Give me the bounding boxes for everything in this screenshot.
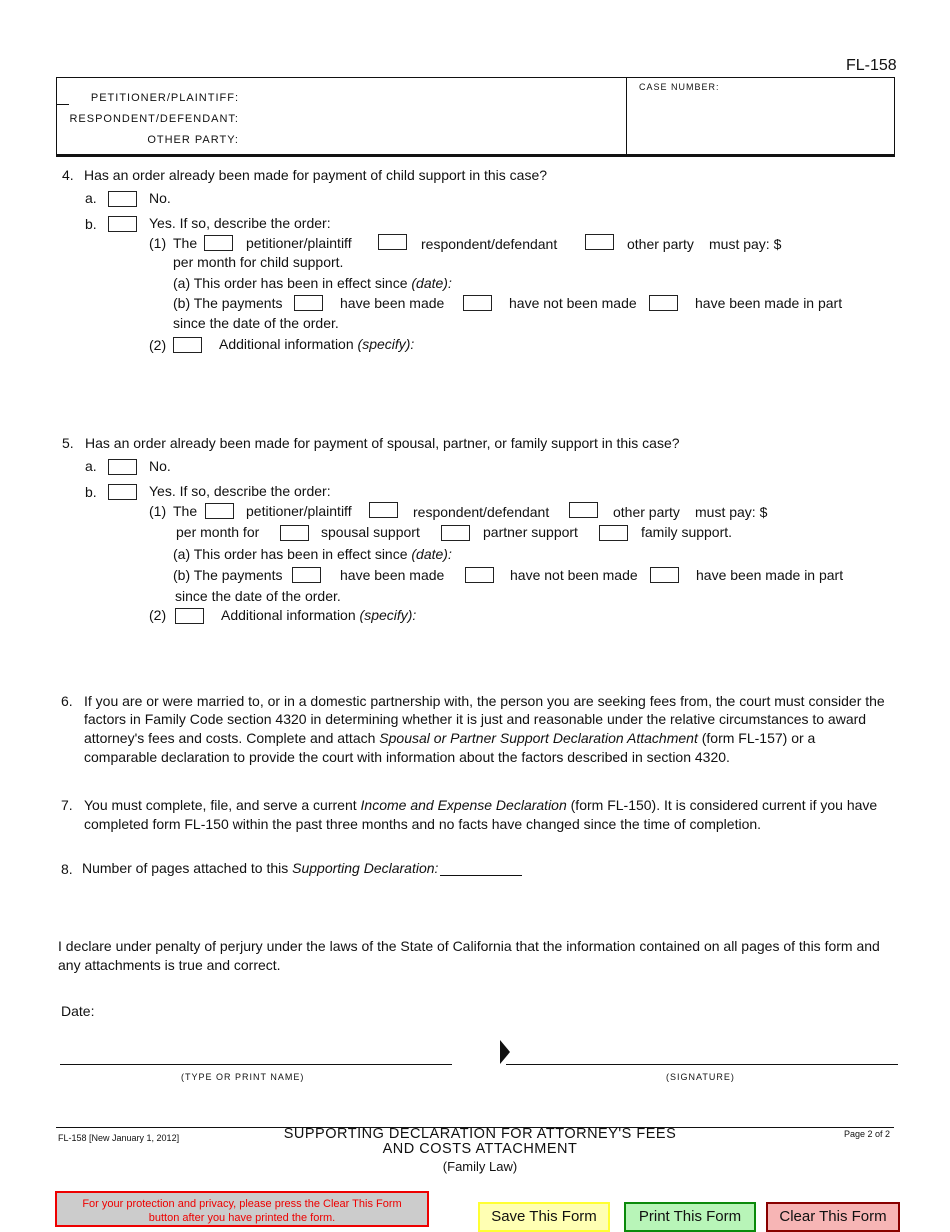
q4-not-made-checkbox[interactable] — [463, 295, 492, 311]
text: have not been made — [510, 567, 638, 583]
q5-made-checkbox[interactable] — [292, 567, 321, 583]
print-form-button[interactable]: Print This Form — [624, 1202, 756, 1232]
item-number: 5. — [62, 435, 74, 451]
sub-number: (2) — [149, 337, 167, 353]
text: (a) This order has been in effect since — [173, 546, 408, 562]
text: partner support — [483, 524, 578, 540]
text: comparable declaration to provide the court with information about the factors described in section 4320. — [84, 749, 730, 765]
sub-number: (2) — [149, 607, 167, 623]
option-text: Yes. If so, describe the order: — [149, 483, 331, 499]
q4-yes-checkbox[interactable] — [108, 216, 137, 232]
text: The — [173, 503, 198, 519]
q5-family-checkbox[interactable] — [599, 525, 628, 541]
clear-form-button[interactable]: Clear This Form — [766, 1202, 900, 1232]
petitioner-label: PETITIONER/PLAINTIFF: — [90, 92, 239, 104]
q4-petitioner-checkbox[interactable] — [204, 235, 233, 251]
text: (date): — [411, 546, 452, 562]
text: have not been made — [509, 295, 637, 311]
text: Number of pages attached to this — [82, 860, 289, 876]
q4-respondent-checkbox[interactable] — [378, 234, 407, 250]
form-title: Spousal or Partner Support Declaration Attachment — [379, 730, 698, 746]
sub-number: (1) — [149, 503, 167, 519]
text: family support. — [641, 524, 733, 540]
option-label: a. — [85, 190, 97, 206]
sub-number: (1) — [149, 235, 167, 251]
divider — [626, 77, 627, 154]
text: Additional information — [219, 336, 354, 352]
text: respondent/defendant — [421, 236, 558, 252]
text: (date): — [411, 275, 452, 291]
text: If you are or were married to, or in a domestic partnership with, the person you are seeking fees from, the court must consider the — [84, 693, 885, 709]
q4-part-checkbox[interactable] — [649, 295, 678, 311]
text: (specify): — [359, 607, 417, 623]
text: You must complete, file, and serve a current — [84, 797, 357, 813]
text: petitioner/plaintiff — [246, 503, 352, 519]
q5-petitioner-checkbox[interactable] — [205, 503, 234, 519]
q5-respondent-checkbox[interactable] — [369, 502, 398, 518]
declaration-text: I declare under penalty of perjury under the laws of the State of California that the information contained on all pages of this form and — [58, 938, 880, 954]
text: spousal support — [321, 524, 420, 540]
option-text: Yes. If so, describe the order: — [149, 215, 331, 231]
declaration-text: any attachments is true and correct. — [58, 957, 281, 973]
q4-additional-checkbox[interactable] — [173, 337, 202, 353]
form-title: SUPPORTING DECLARATION FOR ATTORNEY'S FEES — [283, 1126, 677, 1142]
option-label: a. — [85, 458, 97, 474]
form-title: Income and Expense Declaration — [360, 797, 567, 813]
text: other party — [613, 504, 680, 520]
item-number: 7. — [61, 797, 73, 813]
text: have been made in part — [695, 295, 843, 311]
text: (form FL-157) or a — [701, 730, 816, 746]
item-number: 6. — [61, 693, 73, 709]
text: completed form FL-150 within the past three months and no facts have changed since the time of completion. — [84, 816, 762, 832]
option-text: No. — [149, 458, 171, 474]
q4-no-checkbox[interactable] — [108, 191, 137, 207]
other-party-label: OTHER PARTY: — [147, 134, 239, 146]
text: Additional information — [221, 607, 356, 623]
text: (specify): — [357, 336, 415, 352]
form-revision: FL-158 [New January 1, 2012] — [58, 1133, 180, 1143]
respondent-label: RESPONDENT/DEFENDANT: — [69, 113, 239, 125]
form-id: FL-158 — [846, 57, 897, 74]
item-number: 8. — [61, 861, 73, 877]
name-field[interactable] — [60, 1064, 452, 1065]
question-text: Has an order already been made for payment of child support in this case? — [84, 167, 548, 183]
privacy-notice — [55, 1191, 429, 1227]
q5-yes-checkbox[interactable] — [108, 484, 137, 500]
text: The — [173, 235, 198, 251]
item-number: 4. — [62, 167, 74, 183]
text: (b) The payments — [173, 295, 283, 311]
text: per month for — [176, 524, 260, 540]
date-label: Date: — [61, 1003, 95, 1019]
text: factors in Family Code section 4320 in determining whether it is just and reasonable under the relative circumstances to award — [84, 711, 867, 727]
text: (b) The payments — [173, 567, 283, 583]
text: petitioner/plaintiff — [246, 235, 352, 251]
signature-field[interactable] — [506, 1064, 898, 1065]
form-title: AND COSTS ATTACHMENT — [382, 1141, 578, 1157]
q5-no-checkbox[interactable] — [108, 459, 137, 475]
text: Supporting Declaration: — [292, 860, 439, 876]
notice-text: button after you have printed the form. — [148, 1212, 336, 1224]
form-subtitle: (Family Law) — [442, 1159, 518, 1174]
text: have been made in part — [696, 567, 844, 583]
text: must pay: $ — [695, 504, 768, 520]
q5-additional-checkbox[interactable] — [175, 608, 204, 624]
q4-made-checkbox[interactable] — [294, 295, 323, 311]
text: (form FL-150). It is considered current if you have — [570, 797, 878, 813]
q5-other-party-checkbox[interactable] — [569, 502, 598, 518]
signature-caption: (SIGNATURE) — [666, 1072, 735, 1082]
save-form-button[interactable]: Save This Form — [478, 1202, 610, 1232]
text: since the date of the order. — [173, 315, 339, 331]
option-label: b. — [85, 484, 97, 500]
text: have been made — [340, 567, 445, 583]
notice-text: For your protection and privacy, please press the Clear This Form — [82, 1198, 402, 1210]
name-caption: (TYPE OR PRINT NAME) — [181, 1072, 305, 1082]
q5-partner-checkbox[interactable] — [441, 525, 470, 541]
arrow-icon — [500, 1040, 510, 1064]
divider — [57, 104, 69, 105]
text: since the date of the order. — [175, 588, 341, 604]
text: must pay: $ — [709, 236, 782, 252]
question-text: Has an order already been made for payment of spousal, partner, or family support in this case? — [85, 435, 680, 451]
case-number-label: CASE NUMBER: — [639, 82, 720, 92]
q5-part-checkbox[interactable] — [650, 567, 679, 583]
option-label: b. — [85, 216, 97, 232]
q5-spousal-checkbox[interactable] — [280, 525, 309, 541]
text: attorney's fees and costs. Complete and attach — [84, 730, 376, 746]
q5-not-made-checkbox[interactable] — [465, 567, 494, 583]
text: other party — [627, 236, 694, 252]
text: respondent/defendant — [413, 504, 550, 520]
option-text: No. — [149, 190, 171, 206]
pages-field[interactable] — [440, 875, 522, 876]
text: per month for child support. — [173, 254, 344, 270]
page-number: Page 2 of 2 — [844, 1129, 891, 1139]
text: (a) This order has been in effect since — [173, 275, 408, 291]
q4-other-party-checkbox[interactable] — [585, 234, 614, 250]
text: have been made — [340, 295, 445, 311]
